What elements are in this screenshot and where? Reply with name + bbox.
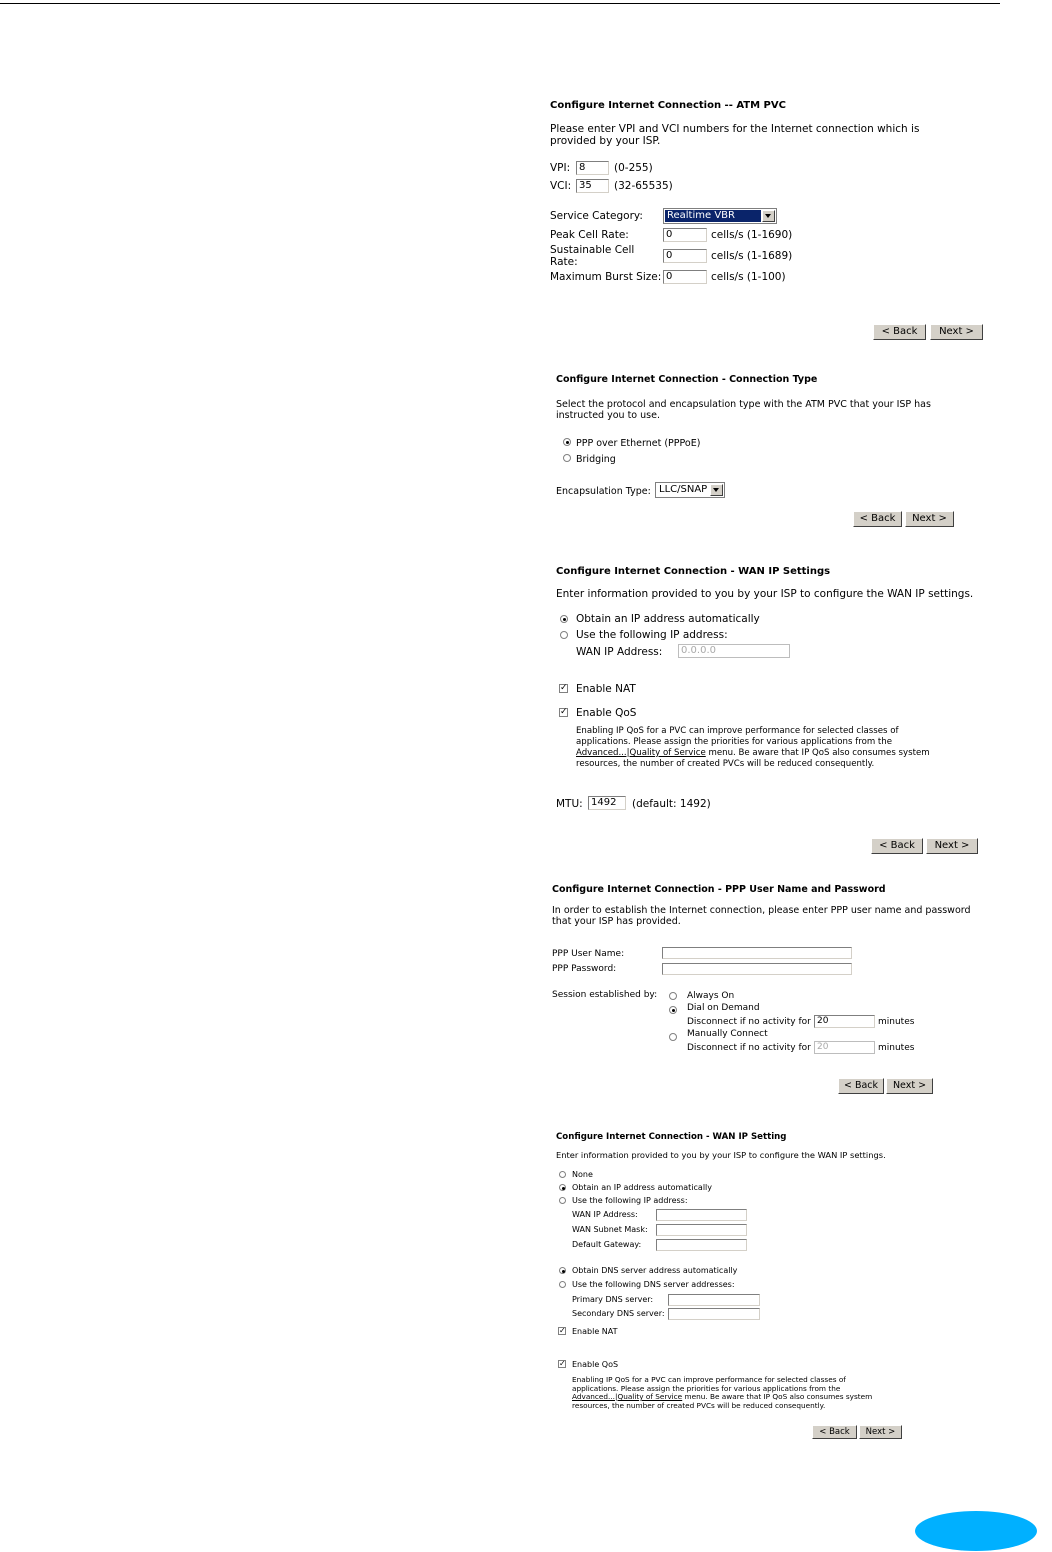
qos-note-line2: applications. Please assign the priorities for various applications from the [576, 737, 893, 747]
vci-input[interactable]: 35 [576, 179, 609, 193]
sustainable-cell-rate-label: Sustainable Cell [550, 244, 635, 256]
back-button[interactable]: < Back [812, 1425, 857, 1439]
qos-note-line3 [576, 748, 930, 759]
always-on-radio[interactable] [669, 992, 677, 1000]
page-marker-oval [915, 1511, 1037, 1551]
peak-cell-rate-hint: cells/s (1-1690) [711, 229, 793, 241]
qos-note-line4: resources, the number of created PVCs will be reduced consequently. [576, 759, 875, 769]
vpi-label: VPI: [550, 162, 571, 174]
ppp-username-label: PPP User Name: [552, 949, 625, 959]
manually-connect-radio[interactable] [669, 1033, 677, 1041]
secondary-dns-input[interactable] [668, 1308, 760, 1320]
next-button[interactable]: Next > [886, 1078, 933, 1094]
default-gateway-input[interactable] [656, 1239, 747, 1251]
service-category-value: Realtime VBR [665, 210, 761, 222]
bridging-label: Bridging [576, 454, 616, 465]
use-following-dns-radio[interactable] [559, 1281, 566, 1288]
wan-ip-address-label: WAN IP Address: [572, 1210, 638, 1219]
dial-on-demand-radio[interactable] [669, 1006, 677, 1014]
use-following-ip-radio[interactable] [560, 631, 568, 639]
enable-qos-checkbox[interactable]: ✓ [560, 707, 568, 717]
manual-idle-minutes-input[interactable]: 20 [814, 1041, 875, 1054]
ppp-desc-line2: that your ISP has provided. [552, 916, 681, 927]
wan-ip-setting-title: Configure Internet Connection - WAN IP Setting [556, 1132, 787, 1142]
max-burst-size-input[interactable]: 0 [663, 270, 707, 284]
qos-note-line4: resources, the number of created PVCs will be reduced consequently. [572, 1400, 826, 1410]
peak-cell-rate-input[interactable]: 0 [663, 228, 707, 242]
qos-note-line3-rest: menu. Be aware that IP QoS also consumes system [682, 1392, 873, 1401]
ppp-desc-line1: In order to establish the Internet connection, please enter PPP user name and password [552, 905, 971, 916]
obtain-ip-auto-label: Obtain an IP address automatically [576, 613, 760, 625]
secondary-dns-label: Secondary DNS server: [572, 1309, 665, 1318]
vpi-range: (0-255) [614, 162, 653, 174]
service-category-label: Service Category: [550, 210, 643, 222]
pppoe-label: PPP over Ethernet (PPPoE) [576, 438, 701, 449]
primary-dns-input[interactable] [668, 1294, 760, 1306]
dial-on-demand-label: Dial on Demand [687, 1003, 760, 1013]
enable-qos-label: Enable QoS [572, 1360, 619, 1369]
use-following-ip-label: Use the following IP address: [572, 1196, 688, 1205]
obtain-ip-auto-radio[interactable] [559, 1184, 566, 1191]
obtain-ip-auto-label: Obtain an IP address automatically [572, 1183, 713, 1192]
ppp-username-input[interactable] [662, 947, 852, 959]
qos-advanced-link[interactable]: Advanced...|Quality of Service [576, 748, 706, 758]
ppp-password-label: PPP Password: [552, 964, 617, 974]
encapsulation-type-select[interactable] [655, 482, 725, 498]
qos-advanced-link[interactable]: Advanced...|Quality of Service [572, 1392, 683, 1401]
dial-disconnect-label: Disconnect if no activity for [687, 1017, 811, 1027]
chevron-down-icon[interactable] [762, 210, 775, 222]
qos-note-line2: applications. Please assign the priorities for various applications from the [572, 1383, 841, 1393]
vpi-input[interactable]: 8 [576, 161, 609, 175]
primary-dns-label: Primary DNS server: [572, 1295, 654, 1304]
connection-type-desc-line2: instructed you to use. [556, 410, 660, 421]
obtain-dns-auto-radio[interactable] [559, 1267, 566, 1274]
enable-qos-label: Enable QoS [576, 707, 637, 719]
use-following-ip-radio[interactable] [559, 1197, 566, 1204]
wan-ip-setting-desc: Enter information provided to you by your ISP to configure the WAN IP settings. [556, 1150, 886, 1160]
encapsulation-type-label: Encapsulation Type: [556, 486, 651, 497]
enable-nat-checkbox[interactable]: ✓ [560, 683, 568, 693]
enable-nat-label: Enable NAT [572, 1327, 618, 1336]
connection-type-desc-line1: Select the protocol and encapsulation type with the ATM PVC that your ISP has [556, 399, 931, 410]
default-gateway-label: Default Gateway: [572, 1240, 642, 1249]
back-button[interactable]: < Back [871, 838, 923, 854]
next-button[interactable]: Next > [926, 838, 978, 854]
atm-pvc-desc-line1: Please enter VPI and VCI numbers for the Internet connection which is [550, 123, 920, 135]
atm-pvc-title: Configure Internet Connection -- ATM PVC [550, 100, 786, 111]
enable-qos-checkbox[interactable]: ✓ [559, 1359, 566, 1368]
none-label: None [572, 1170, 593, 1179]
next-button[interactable]: Next > [930, 324, 983, 340]
peak-cell-rate-label: Peak Cell Rate: [550, 229, 629, 241]
vci-label: VCI: [550, 180, 572, 192]
ppp-title: Configure Internet Connection - PPP User Name and Password [552, 884, 886, 895]
max-burst-size-label: Maximum Burst Size: [550, 271, 662, 283]
atm-pvc-desc-line2: provided by your ISP. [550, 135, 661, 147]
chevron-down-icon[interactable] [710, 484, 723, 496]
sustainable-cell-rate-label-2: Rate: [550, 256, 578, 268]
wan-ip-settings-title: Configure Internet Connection - WAN IP Settings [556, 566, 831, 577]
manually-connect-label: Manually Connect [687, 1029, 768, 1039]
enable-nat-checkbox[interactable]: ✓ [559, 1326, 566, 1335]
manual-minutes-unit: minutes [878, 1043, 915, 1053]
obtain-ip-auto-radio[interactable] [560, 615, 568, 623]
session-established-label: Session established by: [552, 990, 658, 1000]
bridging-radio[interactable] [563, 454, 571, 462]
back-button[interactable]: < Back [873, 324, 926, 340]
manual-disconnect-label: Disconnect if no activity for [687, 1043, 811, 1053]
mtu-label: MTU: [556, 798, 583, 810]
next-button[interactable]: Next > [859, 1425, 902, 1439]
none-radio[interactable] [559, 1171, 566, 1178]
wan-ip-address-input[interactable]: 0.0.0.0 [678, 644, 790, 658]
sustainable-cell-rate-input[interactable]: 0 [663, 249, 707, 263]
wan-ip-settings-desc: Enter information provided to you by your ISP to configure the WAN IP settings. [556, 588, 974, 600]
pppoe-radio[interactable] [563, 438, 571, 446]
use-following-ip-label: Use the following IP address: [576, 629, 728, 641]
encapsulation-type-value: LLC/SNAP [659, 484, 708, 495]
always-on-label: Always On [687, 991, 735, 1001]
back-button[interactable]: < Back [853, 511, 902, 527]
sustainable-cell-rate-hint: cells/s (1-1689) [711, 250, 793, 262]
dial-idle-minutes-input[interactable]: 20 [814, 1015, 875, 1028]
use-following-dns-label: Use the following DNS server addresses: [572, 1280, 735, 1289]
qos-note-line1: Enabling IP QoS for a PVC can improve performance for selected classes of [576, 726, 899, 736]
enable-nat-label: Enable NAT [576, 683, 636, 695]
qos-note-line3-rest: menu. Be aware that IP QoS also consumes system [705, 748, 930, 758]
wan-ip-address-label: WAN IP Address: [576, 646, 663, 658]
mtu-hint: (default: 1492) [632, 798, 711, 810]
ppp-password-input[interactable] [662, 963, 852, 975]
mtu-input[interactable]: 1492 [588, 796, 626, 810]
back-button[interactable]: < Back [838, 1078, 884, 1094]
connection-type-title: Configure Internet Connection - Connection Type [556, 374, 818, 385]
max-burst-size-hint: cells/s (1-100) [711, 271, 786, 283]
next-button[interactable]: Next > [905, 511, 954, 527]
wan-subnet-mask-label: WAN Subnet Mask: [572, 1225, 648, 1234]
dial-minutes-unit: minutes [878, 1017, 915, 1027]
header-rule [0, 3, 1000, 4]
qos-note-line1: Enabling IP QoS for a PVC can improve performance for selected classes of [572, 1375, 846, 1384]
obtain-dns-auto-label: Obtain DNS server address automatically [572, 1266, 738, 1275]
service-category-select[interactable] [663, 208, 777, 224]
vci-range: (32-65535) [614, 180, 673, 192]
wan-subnet-mask-input[interactable] [656, 1224, 747, 1236]
wan-ip-address-input[interactable] [656, 1209, 747, 1221]
